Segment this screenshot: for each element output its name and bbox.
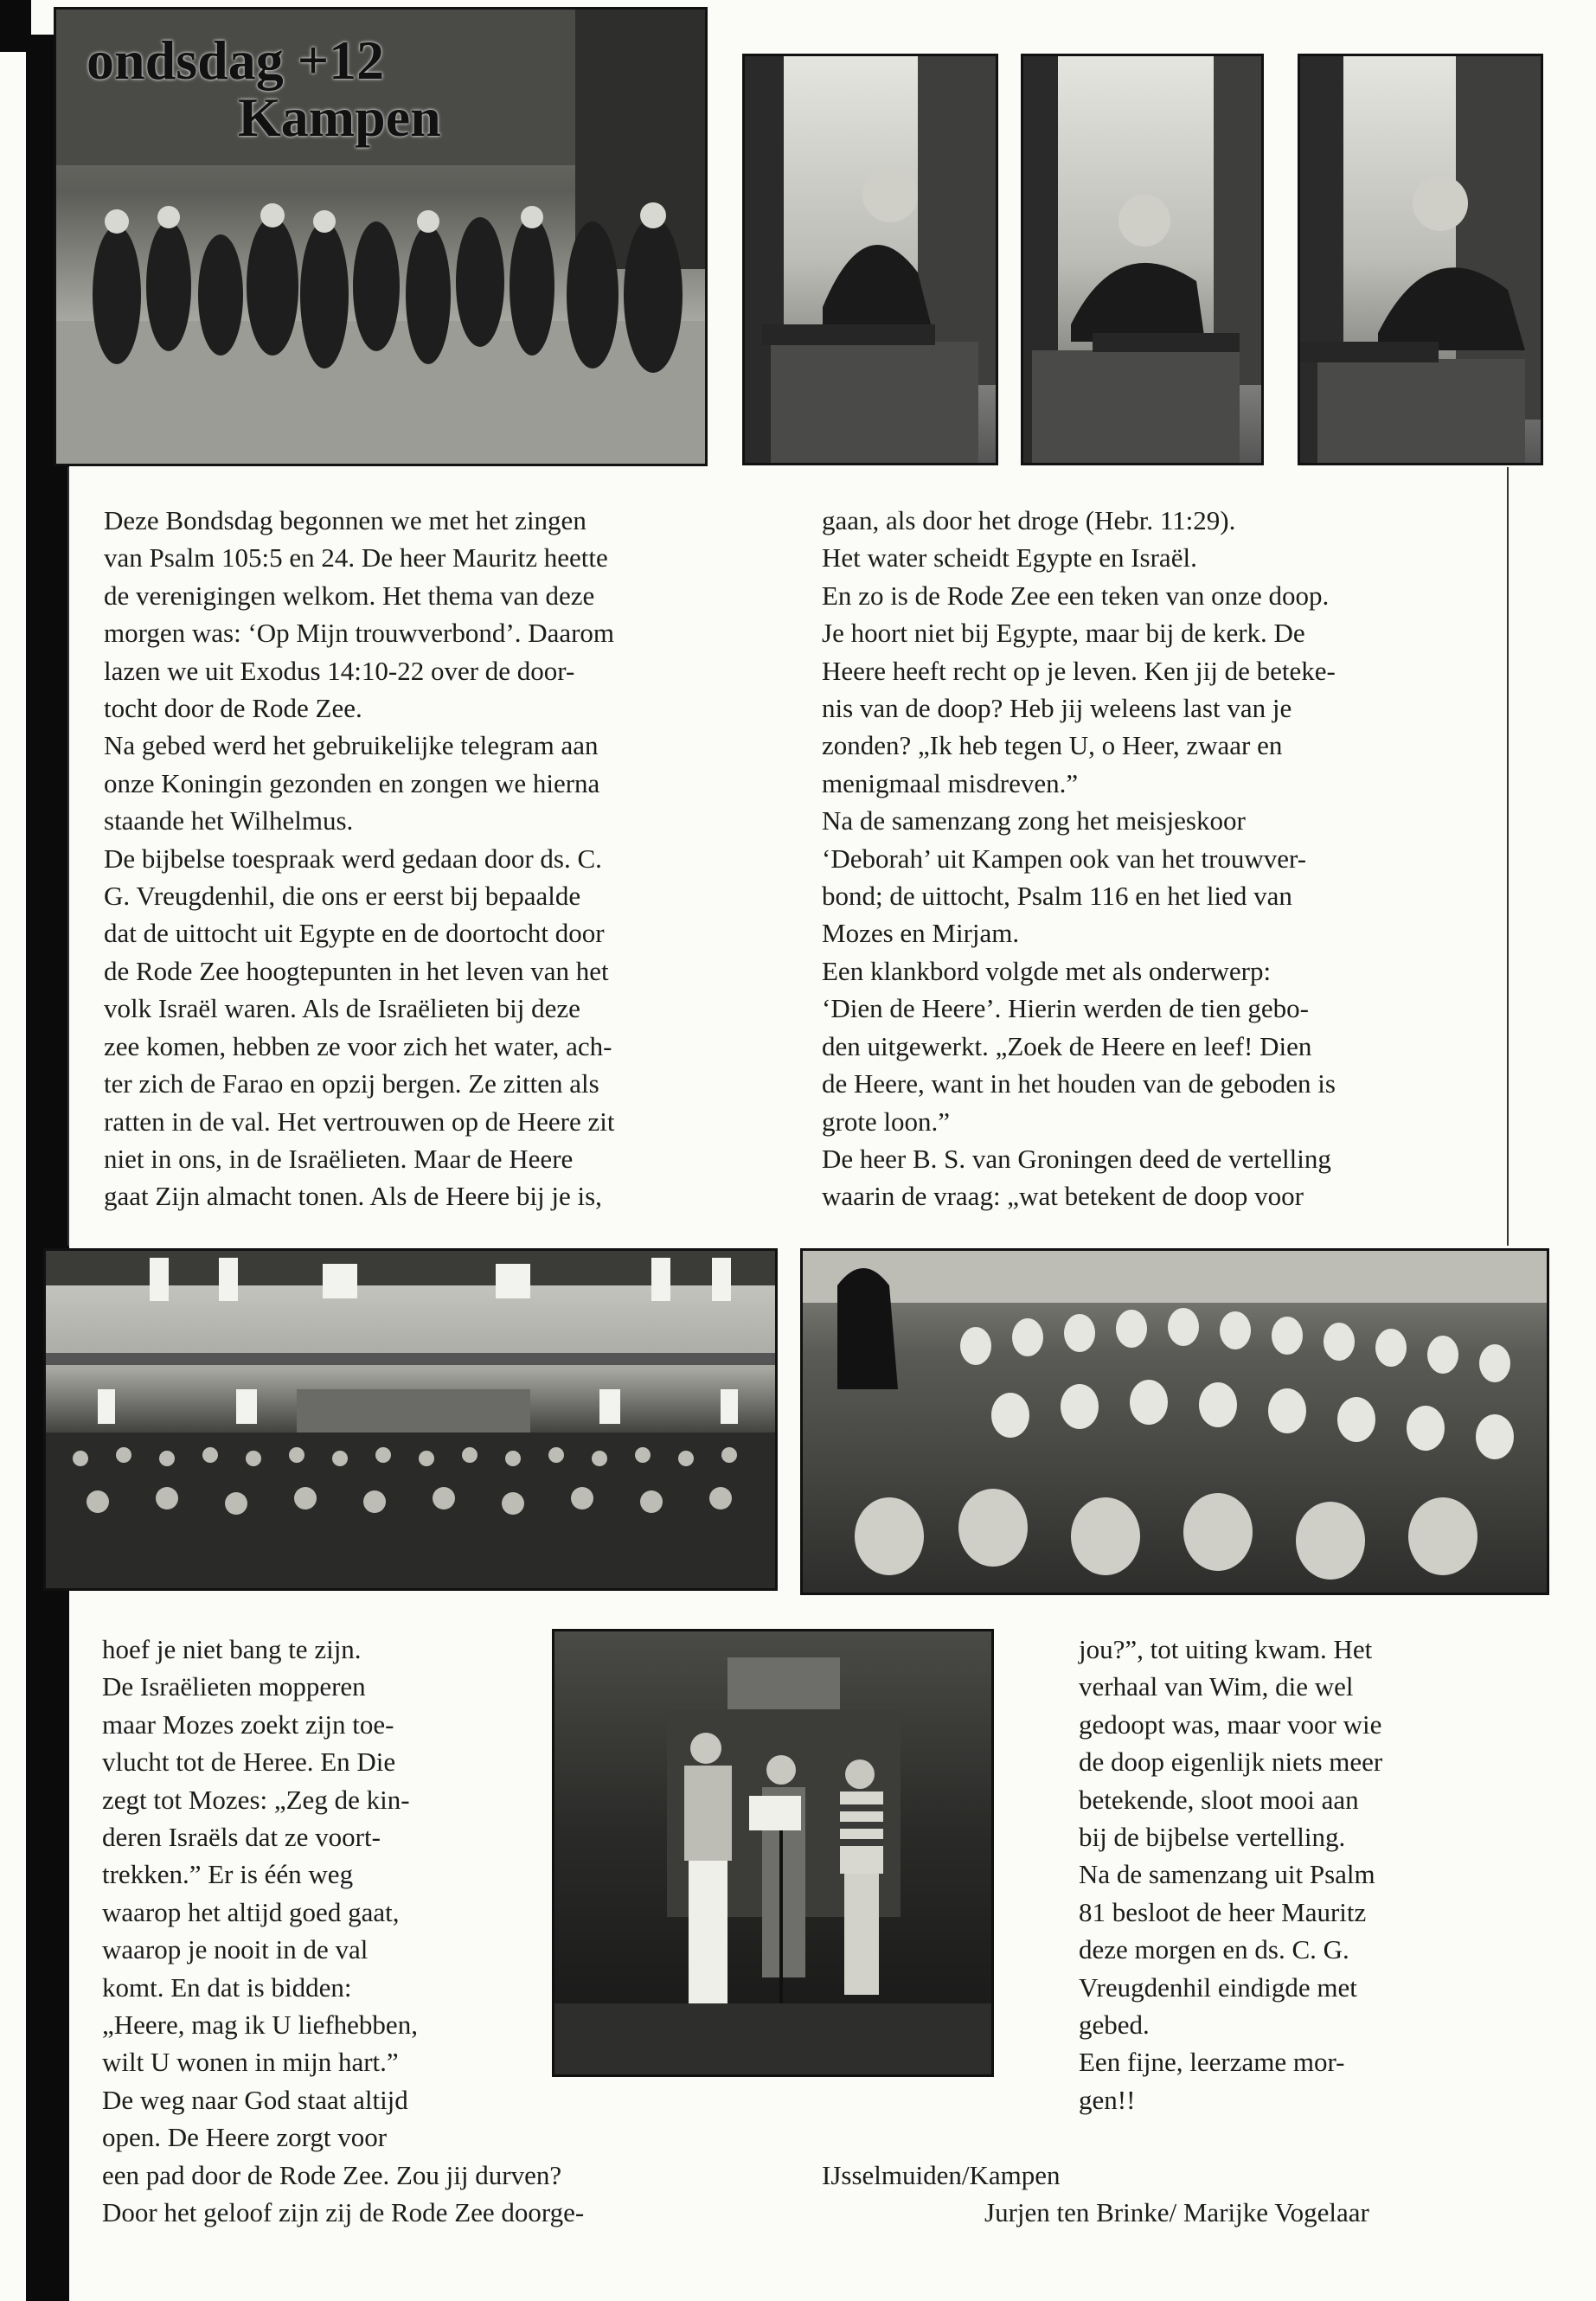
text-line: menigmaal misdreven.” — [822, 767, 1079, 798]
text-line: zonden? „Ik heb tegen U, o Heer, zwaar en — [822, 730, 1283, 761]
text-line: verhaal van Wim, die wel — [1079, 1671, 1354, 1702]
text-line: morgen was: ‘Op Mijn trouwverbond’. Daarom — [104, 618, 615, 649]
text-line: De heer B. S. van Groningen deed de vertelling — [822, 1143, 1331, 1174]
column-rule-left — [67, 467, 69, 1246]
text-line: vlucht tot de Heree. En Die — [102, 1747, 396, 1778]
text-line: deren Israëls dat ze voort- — [102, 1822, 381, 1853]
column-rule-right — [1507, 467, 1509, 1246]
credits-place — [822, 2157, 1061, 2194]
photo-church-hall — [43, 1248, 778, 1591]
text-line: Een fijne, leerzame mor- — [1079, 2047, 1345, 2078]
text-line: 81 besloot de heer Mauritz — [1079, 1896, 1367, 1927]
text-line: bond; de uittocht, Psalm 116 en het lied van — [822, 881, 1292, 912]
photo-speaker-1 — [742, 54, 998, 465]
text-line: nis van de doop? Heb jij weleens last van je — [822, 693, 1292, 724]
text-line: lazen we uit Exodus 14:10-22 over de door- — [104, 655, 575, 686]
text-line: gebed. — [1079, 2009, 1150, 2041]
photo-speaker-2 — [1021, 54, 1264, 465]
text-line: wilt U wonen in mijn hart.” — [102, 2047, 399, 2078]
text-line: onze Koningin gezonden en zongen we hierna — [104, 767, 600, 798]
choir-photo-icon — [803, 1251, 1547, 1593]
text-line: G. Vreugdenhil, die ons er eerst bij bepaalde — [104, 881, 581, 912]
article-column-bottom-left — [102, 1631, 584, 2232]
text-line: de verenigingen welkom. Het thema van deze — [104, 580, 595, 611]
text-line: „Heere, mag ik U liefhebben, — [102, 2009, 418, 2041]
article-column-bottom-right — [1079, 1631, 1382, 2118]
text-line: open. De Heere zorgt voor — [102, 2122, 388, 2153]
text-line: dat de uittocht uit Egypte en de doortocht door — [104, 918, 605, 949]
text-line: Het water scheidt Egypte en Israël. — [822, 542, 1197, 574]
text-line: trekken.” Er is één weg — [102, 1859, 354, 1890]
text-line: Mozes en Mirjam. — [822, 918, 1020, 949]
text-line: Vreugdenhil eindigde met — [1079, 1971, 1357, 2003]
text-line: gaan, als door het droge (Hebr. 11:29). — [822, 505, 1236, 535]
preacher-pulpit-photo-icon — [1023, 56, 1261, 463]
preacher-pulpit-photo-icon — [745, 56, 996, 463]
text-line: ‘Dien de Heere’. Hierin werden de tien gebo- — [822, 993, 1309, 1024]
text-line: waarin de vraag: „wat betekent de doop voor — [822, 1181, 1304, 1212]
preacher-pulpit-photo-icon — [1300, 56, 1541, 463]
text-line: staande het Wilhelmus. — [104, 805, 354, 836]
text-line: maar Mozes zoekt zijn toe- — [102, 1708, 394, 1740]
text-line: En zo is de Rode Zee een teken van onze doop. — [822, 580, 1330, 611]
text-line: ratten in de val. Het vertrouwen op de Heere zit — [104, 1106, 615, 1137]
text-line: de doop eigenlijk niets meer — [1079, 1747, 1383, 1778]
text-line: zegt tot Mozes: „Zeg de kin- — [102, 1784, 410, 1815]
text-line: Een klankbord volgde met als onderwerp: — [822, 955, 1272, 986]
page-title-line1: ondsdag +12 — [87, 29, 385, 91]
text-line: De bijbelse toespraak werd gedaan door ds. C. — [104, 843, 602, 874]
text-line: tocht door de Rode Zee. — [104, 693, 362, 724]
article-column-top-left — [104, 502, 614, 1215]
article-column-top-right — [822, 502, 1336, 1215]
text-line: ter zich de Farao en opzij bergen. Ze zitten als — [104, 1068, 599, 1099]
text-line: den uitgewerkt. „Zoek de Heere en leef! Dien — [822, 1030, 1312, 1061]
page-title-line2: Kampen — [238, 87, 441, 148]
text-line: De Israëlieten mopperen — [102, 1671, 366, 1702]
text-line: de Heere, want in het houden van de geboden is — [822, 1068, 1336, 1099]
text-line: betekende, sloot mooi aan — [1079, 1784, 1359, 1815]
text-line: de Rode Zee hoogtepunten in het leven van het — [104, 955, 609, 986]
text-line: Door het geloof zijn zij de Rode Zee doorge- — [102, 2197, 585, 2228]
credits-place-text: IJsselmuiden/Kampen — [822, 2160, 1061, 2190]
text-line: van Psalm 105:5 en 24. De heer Mauritz heette — [104, 542, 608, 574]
text-line: gaat Zijn almacht tonen. Als de Heere bij je is, — [104, 1181, 602, 1212]
text-line: deze morgen en ds. C. G. — [1079, 1934, 1349, 1965]
text-line: gen!! — [1079, 2084, 1136, 2115]
text-line: komt. En dat is bidden: — [102, 1971, 352, 2003]
credits-authors-text: Jurjen ten Brinke/ Marijke Vogelaar — [984, 2197, 1369, 2227]
credits-authors — [984, 2194, 1369, 2231]
text-line: Na de samenzang uit Psalm — [1079, 1859, 1375, 1890]
text-line: bij de bijbelse vertelling. — [1079, 1822, 1346, 1853]
text-line: ‘Deborah’ uit Kampen ook van het trouwver- — [822, 843, 1307, 874]
photo-three-singers — [552, 1629, 994, 2077]
text-line: Na de samenzang zong het meisjeskoor — [822, 805, 1246, 836]
text-line: Deze Bondsdag begonnen we met het zingen — [104, 505, 586, 535]
photo-speaker-3 — [1298, 54, 1543, 465]
text-line: waarop je nooit in de val — [102, 1934, 369, 1965]
text-line: volk Israël waren. Als de Israëlieten bij deze — [104, 993, 580, 1024]
text-line: jou?”, tot uiting kwam. Het — [1079, 1634, 1373, 1664]
text-line: een pad door de Rode Zee. Zou jij durven? — [102, 2159, 562, 2190]
text-line: Na gebed werd het gebruikelijke telegram aan — [104, 730, 599, 761]
text-line: Je hoort niet bij Egypte, maar bij de kerk. De — [822, 618, 1305, 649]
text-line: Heere heeft recht op je leven. Ken jij de beteke- — [822, 655, 1336, 686]
singers-stage-photo-icon — [554, 1631, 991, 2074]
text-line: niet in ons, in de Israëlieten. Maar de Heere — [104, 1143, 574, 1174]
text-line: waarop het altijd goed gaat, — [102, 1896, 400, 1927]
text-line: De weg naar God staat altijd — [102, 2084, 408, 2115]
text-line: zee komen, hebben ze voor zich het water, ach- — [104, 1030, 612, 1061]
church-audience-photo-icon — [46, 1251, 775, 1588]
text-line: hoef je niet bang te zijn. — [102, 1634, 362, 1664]
photo-choir — [800, 1248, 1549, 1595]
text-line: gedoopt was, maar voor wie — [1079, 1708, 1382, 1740]
text-line: grote loon.” — [822, 1106, 951, 1137]
